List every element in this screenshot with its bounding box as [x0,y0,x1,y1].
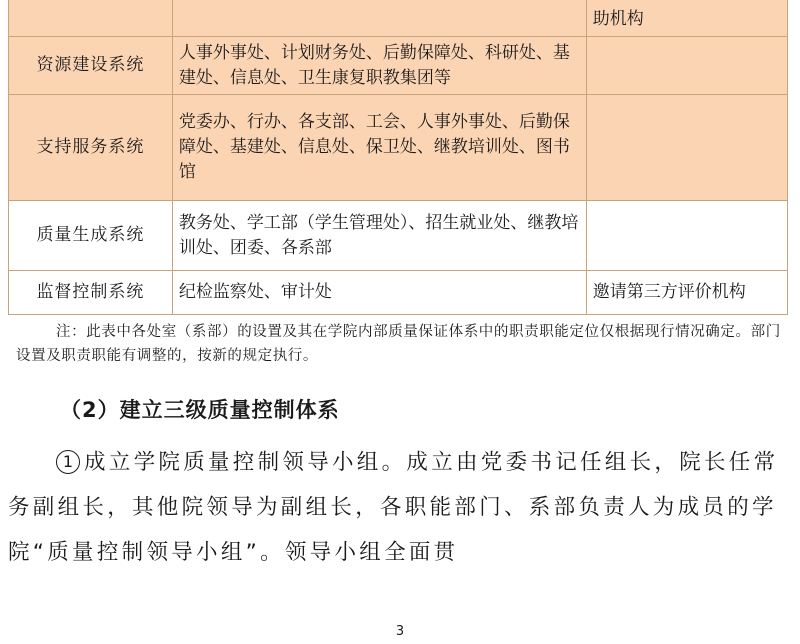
system-cell: 监督控制系统 [9,271,173,315]
page-number: 3 [395,624,405,639]
body-paragraph [8,440,788,575]
departments-cell: 教务处、学工部（学生管理处）、招生就业处、继教培训处、团委、各系部 [172,201,586,271]
departments-cell: 党委办、行办、各支部、工会、人事外事处、后勤保障处、基建处、信息处、保卫处、继教培训处、图书馆 [172,95,586,201]
external-cell [586,37,787,95]
responsibility-table [8,0,788,315]
external-cell: 邀请第三方评价机构 [586,271,787,315]
table-row [9,37,788,95]
departments-cell [172,0,586,37]
system-cell [9,0,173,37]
table-row [9,95,788,201]
departments-cell: 纪检监察处、审计处 [172,271,586,315]
circled-number-marker: 1 [56,450,80,474]
system-cell: 支持服务系统 [9,95,173,201]
section-heading: （2）建立三级质量控制体系 [60,398,340,422]
system-cell: 质量生成系统 [9,201,173,271]
external-cell: 助机构 [586,0,787,37]
departments-cell: 人事外事处、计划财务处、后勤保障处、科研处、基建处、信息处、卫生康复职教集团等 [172,37,586,95]
paragraph-text: 成立学院质量控制领导小组。成立由党委书记任组长，院长任常务副组长，其他院领导为副组长，各职能部门、系部负责人为成员的学院“质量控制领导小组”。领导小组全面贯 [8,450,779,565]
system-cell: 资源建设系统 [9,37,173,95]
table-row [9,0,788,37]
table-row [9,201,788,271]
table-row [9,271,788,315]
table-note: 注：此表中各处室（系部）的设置及其在学院内部质量保证体系中的职责职能定位仅根据现行情况确定。部门设置及职责职能有调整的，按新的规定执行。 [16,324,781,364]
external-cell [586,201,787,271]
external-cell [586,95,787,201]
